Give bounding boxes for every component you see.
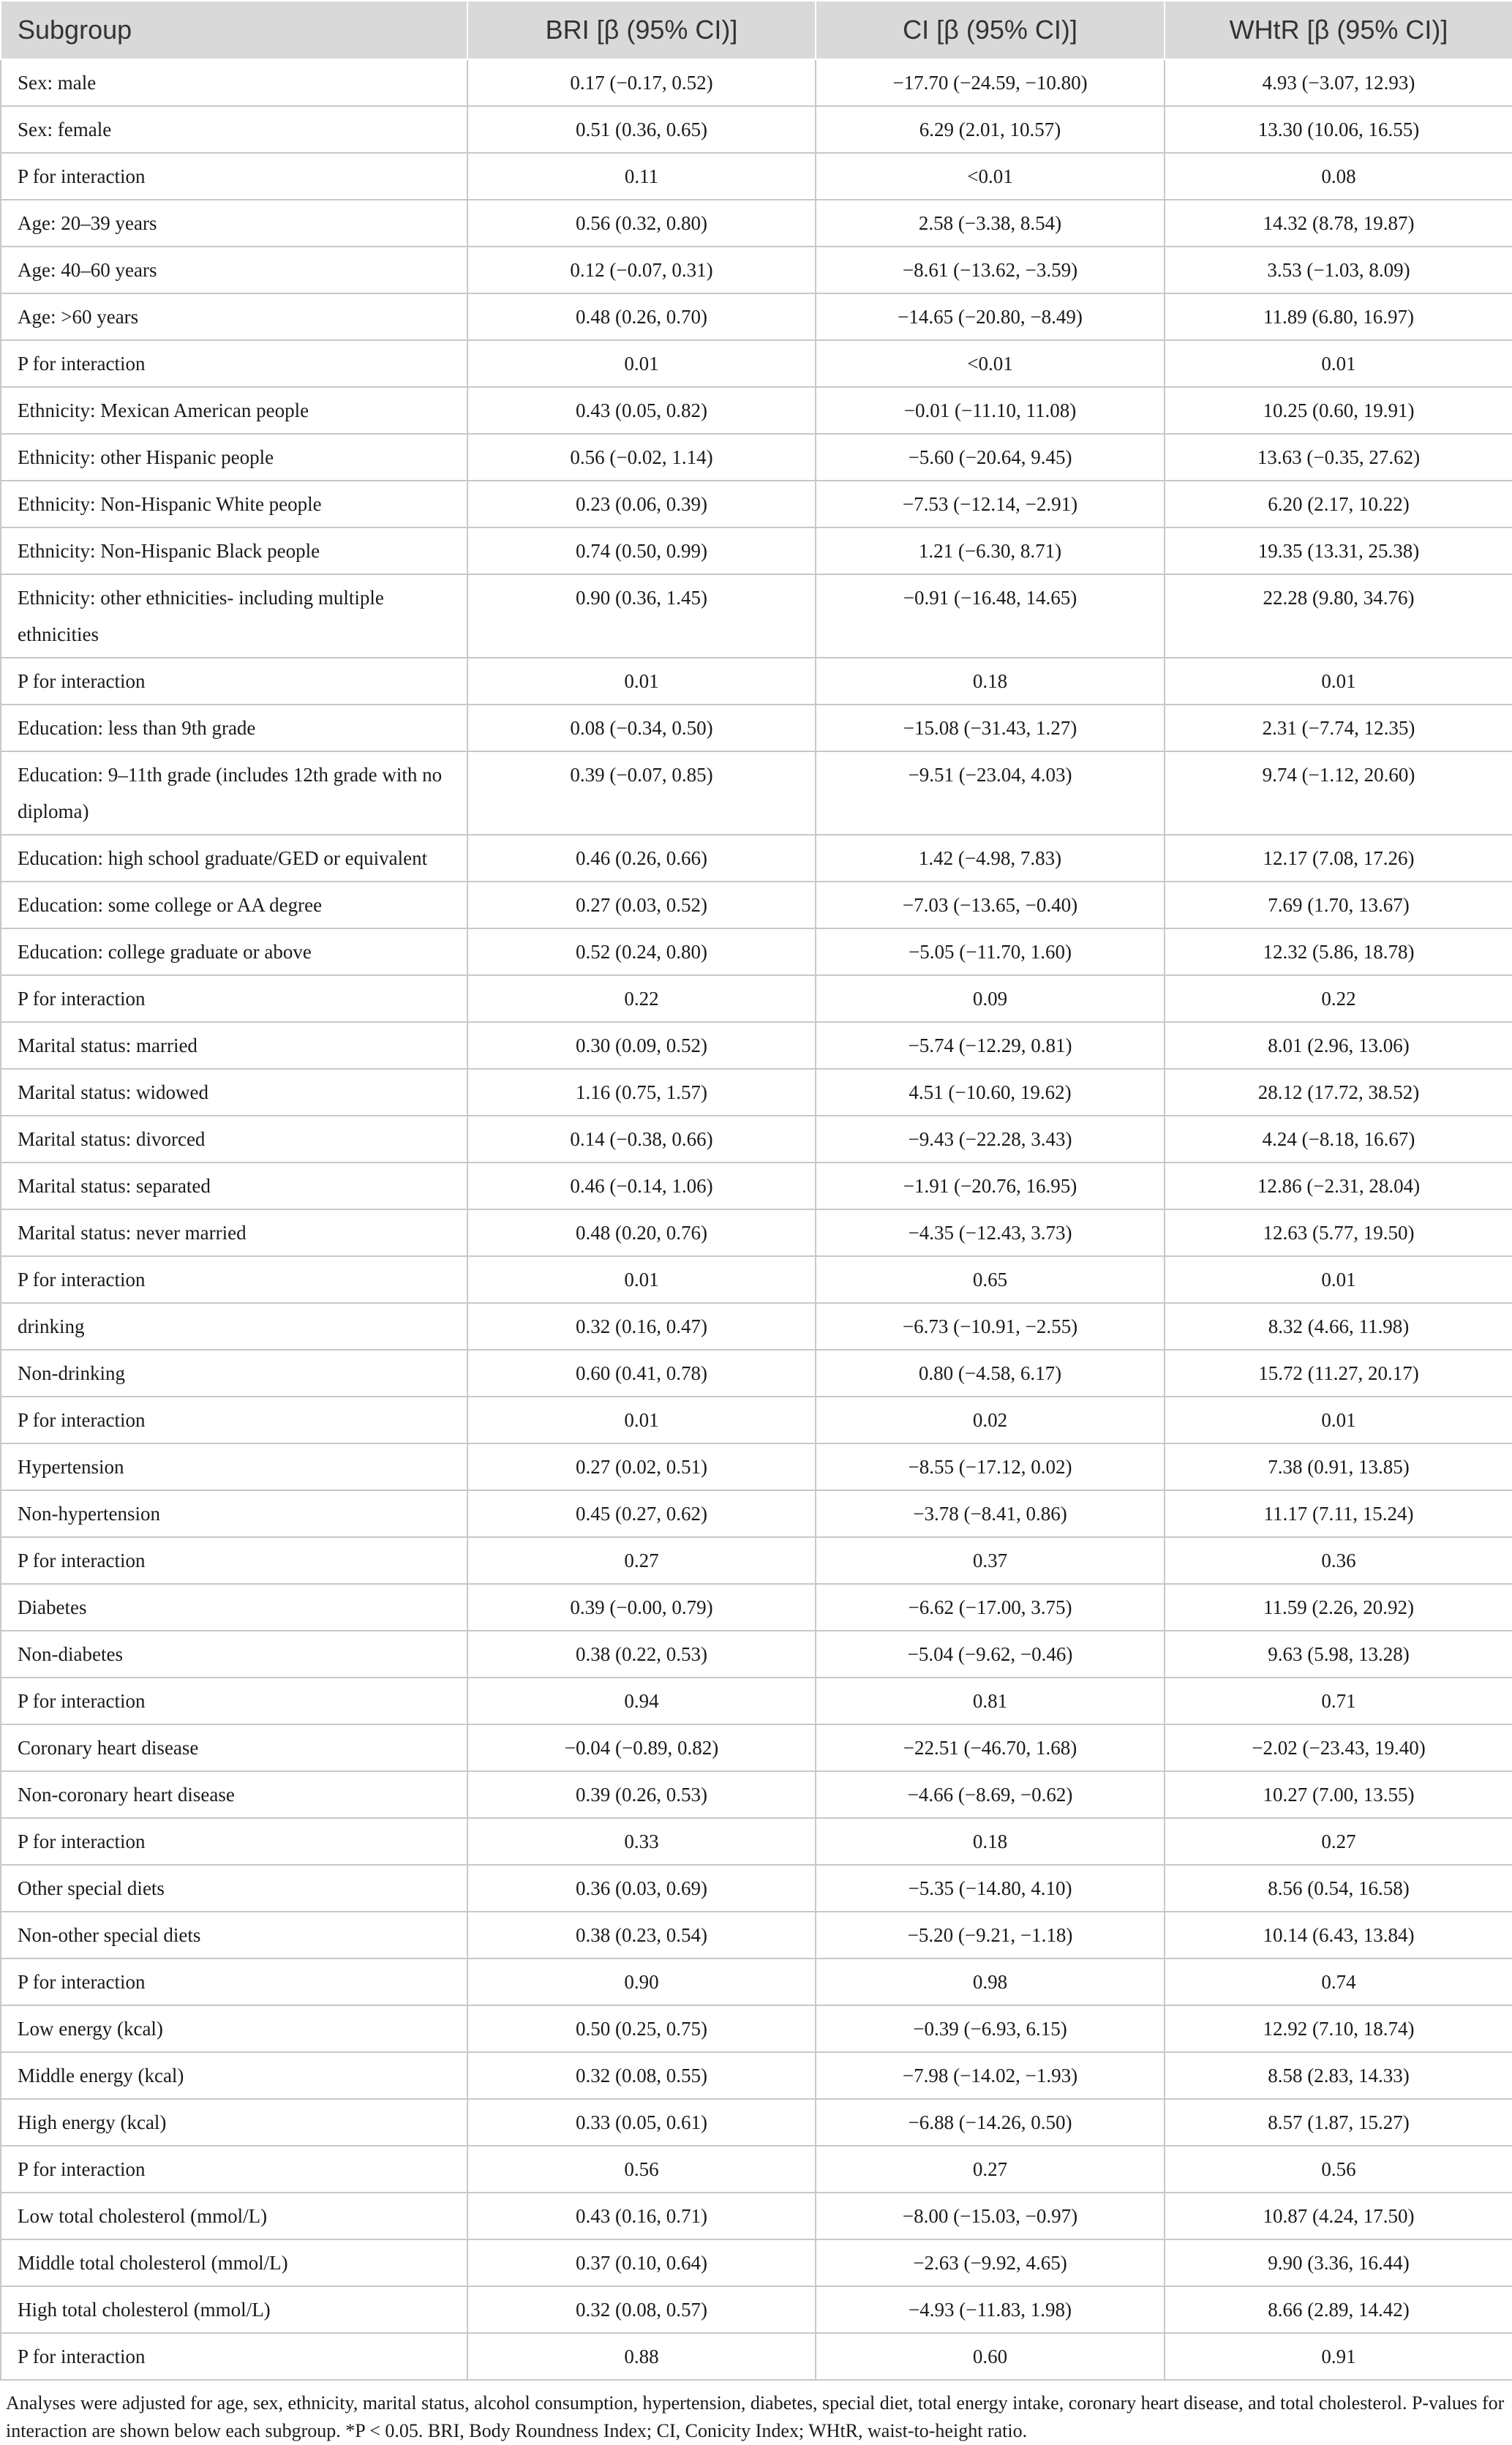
bri-cell: 0.38 (0.23, 0.54) bbox=[467, 1912, 816, 1958]
table-row bbox=[1, 928, 1512, 975]
whtr-cell: 6.20 (2.17, 10.22) bbox=[1165, 481, 1512, 527]
table-row bbox=[1, 1256, 1512, 1303]
subgroup-cell: Marital status: widowed bbox=[1, 1069, 467, 1116]
subgroup-cell: Ethnicity: other Hispanic people bbox=[1, 434, 467, 481]
table-row bbox=[1, 1350, 1512, 1397]
subgroup-cell: P for interaction bbox=[1, 1537, 467, 1584]
table-row bbox=[1, 153, 1512, 200]
whtr-cell: 8.01 (2.96, 13.06) bbox=[1165, 1022, 1512, 1069]
subgroup-cell: Non-other special diets bbox=[1, 1912, 467, 1958]
ci-cell: −8.61 (−13.62, −3.59) bbox=[816, 247, 1165, 293]
whtr-cell: 0.01 bbox=[1165, 1397, 1512, 1443]
bri-cell: −0.04 (−0.89, 0.82) bbox=[467, 1724, 816, 1771]
subgroup-cell: P for interaction bbox=[1, 1256, 467, 1303]
subgroup-cell: High total cholesterol (mmol/L) bbox=[1, 2286, 467, 2333]
whtr-cell: 9.74 (−1.12, 20.60) bbox=[1165, 751, 1512, 835]
bri-cell: 0.01 bbox=[467, 1256, 816, 1303]
subgroup-cell: Marital status: married bbox=[1, 1022, 467, 1069]
table-row bbox=[1, 1022, 1512, 1069]
whtr-cell: 22.28 (9.80, 34.76) bbox=[1165, 574, 1512, 658]
table-row bbox=[1, 1116, 1512, 1163]
table-row bbox=[1, 1209, 1512, 1256]
whtr-cell: 14.32 (8.78, 19.87) bbox=[1165, 200, 1512, 247]
table-row bbox=[1, 1303, 1512, 1350]
ci-cell: 0.37 bbox=[816, 1537, 1165, 1584]
bri-cell: 0.48 (0.20, 0.76) bbox=[467, 1209, 816, 1256]
subgroup-cell: Sex: female bbox=[1, 106, 467, 153]
subgroup-cell: P for interaction bbox=[1, 2146, 467, 2193]
table-row bbox=[1, 1397, 1512, 1443]
header-ci: CI [β (95% CI)] bbox=[816, 1, 1165, 59]
bri-cell: 0.37 (0.10, 0.64) bbox=[467, 2239, 816, 2286]
ci-cell: −2.63 (−9.92, 4.65) bbox=[816, 2239, 1165, 2286]
bri-cell: 0.46 (0.26, 0.66) bbox=[467, 835, 816, 882]
table-row bbox=[1, 1724, 1512, 1771]
whtr-cell: 10.87 (4.24, 17.50) bbox=[1165, 2193, 1512, 2239]
bri-cell: 0.01 bbox=[467, 1397, 816, 1443]
bri-cell: 0.17 (−0.17, 0.52) bbox=[467, 59, 816, 106]
ci-cell: <0.01 bbox=[816, 153, 1165, 200]
whtr-cell: 0.01 bbox=[1165, 1256, 1512, 1303]
bri-cell: 0.36 (0.03, 0.69) bbox=[467, 1865, 816, 1912]
whtr-cell: 4.24 (−8.18, 16.67) bbox=[1165, 1116, 1512, 1163]
whtr-cell: 7.38 (0.91, 13.85) bbox=[1165, 1443, 1512, 1490]
subgroup-cell: Non-coronary heart disease bbox=[1, 1771, 467, 1818]
whtr-cell: 11.89 (6.80, 16.97) bbox=[1165, 293, 1512, 340]
subgroup-cell: Middle energy (kcal) bbox=[1, 2052, 467, 2099]
whtr-cell: 0.08 bbox=[1165, 153, 1512, 200]
ci-cell: −5.20 (−9.21, −1.18) bbox=[816, 1912, 1165, 1958]
table-row bbox=[1, 1069, 1512, 1116]
ci-cell: −1.91 (−20.76, 16.95) bbox=[816, 1163, 1165, 1209]
subgroup-cell: Education: some college or AA degree bbox=[1, 882, 467, 928]
ci-cell: −3.78 (−8.41, 0.86) bbox=[816, 1490, 1165, 1537]
whtr-cell: 11.17 (7.11, 15.24) bbox=[1165, 1490, 1512, 1537]
bri-cell: 0.01 bbox=[467, 340, 816, 387]
whtr-cell: 13.63 (−0.35, 27.62) bbox=[1165, 434, 1512, 481]
table-row bbox=[1, 387, 1512, 434]
subgroup-cell: Marital status: never married bbox=[1, 1209, 467, 1256]
ci-cell: −9.51 (−23.04, 4.03) bbox=[816, 751, 1165, 835]
ci-cell: −5.60 (−20.64, 9.45) bbox=[816, 434, 1165, 481]
subgroup-cell: Marital status: divorced bbox=[1, 1116, 467, 1163]
bri-cell: 0.32 (0.08, 0.57) bbox=[467, 2286, 816, 2333]
whtr-cell: 10.27 (7.00, 13.55) bbox=[1165, 1771, 1512, 1818]
table-row bbox=[1, 658, 1512, 705]
whtr-cell: 0.22 bbox=[1165, 975, 1512, 1022]
whtr-cell: 19.35 (13.31, 25.38) bbox=[1165, 527, 1512, 574]
table-row bbox=[1, 527, 1512, 574]
whtr-cell: −2.02 (−23.43, 19.40) bbox=[1165, 1724, 1512, 1771]
table-row bbox=[1, 2052, 1512, 2099]
ci-cell: −0.91 (−16.48, 14.65) bbox=[816, 574, 1165, 658]
table-row bbox=[1, 705, 1512, 751]
ci-cell: 0.18 bbox=[816, 1818, 1165, 1865]
subgroup-cell: Hypertension bbox=[1, 1443, 467, 1490]
ci-cell: −0.01 (−11.10, 11.08) bbox=[816, 387, 1165, 434]
bri-cell: 0.90 (0.36, 1.45) bbox=[467, 574, 816, 658]
ci-cell: −5.04 (−9.62, −0.46) bbox=[816, 1631, 1165, 1678]
table-row bbox=[1, 2193, 1512, 2239]
whtr-cell: 15.72 (11.27, 20.17) bbox=[1165, 1350, 1512, 1397]
whtr-cell: 2.31 (−7.74, 12.35) bbox=[1165, 705, 1512, 751]
table-header bbox=[1, 1, 1512, 59]
subgroup-cell: P for interaction bbox=[1, 2333, 467, 2380]
subgroup-cell: P for interaction bbox=[1, 1397, 467, 1443]
bri-cell: 0.56 (−0.02, 1.14) bbox=[467, 434, 816, 481]
header-row bbox=[1, 1, 1512, 59]
table-row bbox=[1, 434, 1512, 481]
bri-cell: 0.39 (−0.00, 0.79) bbox=[467, 1584, 816, 1631]
bri-cell: 0.52 (0.24, 0.80) bbox=[467, 928, 816, 975]
table-row bbox=[1, 1443, 1512, 1490]
ci-cell: −4.66 (−8.69, −0.62) bbox=[816, 1771, 1165, 1818]
whtr-cell: 0.74 bbox=[1165, 1958, 1512, 2005]
whtr-cell: 3.53 (−1.03, 8.09) bbox=[1165, 247, 1512, 293]
bri-cell: 0.56 bbox=[467, 2146, 816, 2193]
subgroup-cell: Age: 20–39 years bbox=[1, 200, 467, 247]
table-row bbox=[1, 1490, 1512, 1537]
table-row bbox=[1, 2286, 1512, 2333]
ci-cell: <0.01 bbox=[816, 340, 1165, 387]
subgroup-cell: Education: college graduate or above bbox=[1, 928, 467, 975]
ci-cell: −4.35 (−12.43, 3.73) bbox=[816, 1209, 1165, 1256]
whtr-cell: 12.32 (5.86, 18.78) bbox=[1165, 928, 1512, 975]
whtr-cell: 12.63 (5.77, 19.50) bbox=[1165, 1209, 1512, 1256]
ci-cell: 1.42 (−4.98, 7.83) bbox=[816, 835, 1165, 882]
whtr-cell: 8.56 (0.54, 16.58) bbox=[1165, 1865, 1512, 1912]
ci-cell: −17.70 (−24.59, −10.80) bbox=[816, 59, 1165, 106]
subgroup-cell: Low total cholesterol (mmol/L) bbox=[1, 2193, 467, 2239]
whtr-cell: 10.14 (6.43, 13.84) bbox=[1165, 1912, 1512, 1958]
bri-cell: 0.23 (0.06, 0.39) bbox=[467, 481, 816, 527]
whtr-cell: 12.86 (−2.31, 28.04) bbox=[1165, 1163, 1512, 1209]
whtr-cell: 12.92 (7.10, 18.74) bbox=[1165, 2005, 1512, 2052]
subgroup-cell: Age: >60 years bbox=[1, 293, 467, 340]
table-row bbox=[1, 1537, 1512, 1584]
bri-cell: 0.74 (0.50, 0.99) bbox=[467, 527, 816, 574]
table-row bbox=[1, 882, 1512, 928]
subgroup-cell: P for interaction bbox=[1, 340, 467, 387]
subgroup-cell: Ethnicity: other ethnicities- including multiple ethnicities bbox=[1, 574, 467, 658]
table-footnote: Analyses were adjusted for age, sex, ethnicity, marital status, alcohol consumption, hypertension, diabetes, special diet, total energy intake, coronary heart disease, and total cholesterol. P-values for interaction are shown below each subgroup. *P < 0.05. BRI, Body Roundness Index; CI, Conicity Index; WHtR, waist-to-height ratio. bbox=[6, 2392, 1505, 2441]
whtr-cell: 11.59 (2.26, 20.92) bbox=[1165, 1584, 1512, 1631]
ci-cell: 0.80 (−4.58, 6.17) bbox=[816, 1350, 1165, 1397]
whtr-cell: 8.32 (4.66, 11.98) bbox=[1165, 1303, 1512, 1350]
ci-cell: 0.98 bbox=[816, 1958, 1165, 2005]
header-bri: BRI [β (95% CI)] bbox=[467, 1, 816, 59]
ci-cell: −22.51 (−46.70, 1.68) bbox=[816, 1724, 1165, 1771]
table-row bbox=[1, 340, 1512, 387]
table-row bbox=[1, 1958, 1512, 2005]
ci-cell: 0.18 bbox=[816, 658, 1165, 705]
bri-cell: 0.33 (0.05, 0.61) bbox=[467, 2099, 816, 2146]
ci-cell: −9.43 (−22.28, 3.43) bbox=[816, 1116, 1165, 1163]
table-row bbox=[1, 1818, 1512, 1865]
table-row bbox=[1, 200, 1512, 247]
ci-cell: 0.65 bbox=[816, 1256, 1165, 1303]
bri-cell: 0.39 (0.26, 0.53) bbox=[467, 1771, 816, 1818]
subgroup-cell: Coronary heart disease bbox=[1, 1724, 467, 1771]
table-row bbox=[1, 59, 1512, 106]
whtr-cell: 7.69 (1.70, 13.67) bbox=[1165, 882, 1512, 928]
ci-cell: 0.02 bbox=[816, 1397, 1165, 1443]
bri-cell: 0.88 bbox=[467, 2333, 816, 2380]
subgroup-cell: Age: 40–60 years bbox=[1, 247, 467, 293]
ci-cell: −5.74 (−12.29, 0.81) bbox=[816, 1022, 1165, 1069]
bri-cell: 0.39 (−0.07, 0.85) bbox=[467, 751, 816, 835]
table-row bbox=[1, 293, 1512, 340]
bri-cell: 0.60 (0.41, 0.78) bbox=[467, 1350, 816, 1397]
bri-cell: 0.45 (0.27, 0.62) bbox=[467, 1490, 816, 1537]
subgroup-cell: P for interaction bbox=[1, 658, 467, 705]
ci-cell: −6.62 (−17.00, 3.75) bbox=[816, 1584, 1165, 1631]
bri-cell: 0.33 bbox=[467, 1818, 816, 1865]
subgroup-cell: Middle total cholesterol (mmol/L) bbox=[1, 2239, 467, 2286]
table-row bbox=[1, 1163, 1512, 1209]
ci-cell: 6.29 (2.01, 10.57) bbox=[816, 106, 1165, 153]
bri-cell: 0.22 bbox=[467, 975, 816, 1022]
header-whtr: WHtR [β (95% CI)] bbox=[1165, 1, 1512, 59]
whtr-cell: 12.17 (7.08, 17.26) bbox=[1165, 835, 1512, 882]
bri-cell: 0.27 bbox=[467, 1537, 816, 1584]
subgroup-cell: Education: high school graduate/GED or equivalent bbox=[1, 835, 467, 882]
table-row bbox=[1, 2099, 1512, 2146]
subgroup-cell: Education: 9–11th grade (includes 12th grade with no diploma) bbox=[1, 751, 467, 835]
whtr-cell: 0.91 bbox=[1165, 2333, 1512, 2380]
subgroup-cell: Non-drinking bbox=[1, 1350, 467, 1397]
ci-cell: −6.88 (−14.26, 0.50) bbox=[816, 2099, 1165, 2146]
table-row bbox=[1, 1678, 1512, 1724]
subgroup-cell: Non-diabetes bbox=[1, 1631, 467, 1678]
ci-cell: 4.51 (−10.60, 19.62) bbox=[816, 1069, 1165, 1116]
subgroup-cell: Non-hypertension bbox=[1, 1490, 467, 1537]
subgroup-cell: Ethnicity: Mexican American people bbox=[1, 387, 467, 434]
bri-cell: 0.56 (0.32, 0.80) bbox=[467, 200, 816, 247]
bri-cell: 0.43 (0.16, 0.71) bbox=[467, 2193, 816, 2239]
ci-cell: −15.08 (−31.43, 1.27) bbox=[816, 705, 1165, 751]
table-row bbox=[1, 2005, 1512, 2052]
ci-cell: −14.65 (−20.80, −8.49) bbox=[816, 293, 1165, 340]
whtr-cell: 9.90 (3.36, 16.44) bbox=[1165, 2239, 1512, 2286]
table-row bbox=[1, 975, 1512, 1022]
subgroup-cell: Ethnicity: Non-Hispanic Black people bbox=[1, 527, 467, 574]
ci-cell: −7.53 (−12.14, −2.91) bbox=[816, 481, 1165, 527]
bri-cell: 0.38 (0.22, 0.53) bbox=[467, 1631, 816, 1678]
ci-cell: 2.58 (−3.38, 8.54) bbox=[816, 200, 1165, 247]
bri-cell: 0.12 (−0.07, 0.31) bbox=[467, 247, 816, 293]
ci-cell: −7.03 (−13.65, −0.40) bbox=[816, 882, 1165, 928]
bri-cell: 0.48 (0.26, 0.70) bbox=[467, 293, 816, 340]
bri-cell: 0.43 (0.05, 0.82) bbox=[467, 387, 816, 434]
subgroup-cell: Low energy (kcal) bbox=[1, 2005, 467, 2052]
table-body bbox=[1, 59, 1512, 2380]
ci-cell: −6.73 (−10.91, −2.55) bbox=[816, 1303, 1165, 1350]
whtr-cell: 13.30 (10.06, 16.55) bbox=[1165, 106, 1512, 153]
bri-cell: 0.94 bbox=[467, 1678, 816, 1724]
whtr-cell: 8.57 (1.87, 15.27) bbox=[1165, 2099, 1512, 2146]
subgroup-cell: P for interaction bbox=[1, 1678, 467, 1724]
subgroup-cell: drinking bbox=[1, 1303, 467, 1350]
whtr-cell: 9.63 (5.98, 13.28) bbox=[1165, 1631, 1512, 1678]
whtr-cell: 0.01 bbox=[1165, 658, 1512, 705]
whtr-cell: 10.25 (0.60, 19.91) bbox=[1165, 387, 1512, 434]
whtr-cell: 0.56 bbox=[1165, 2146, 1512, 2193]
ci-cell: −0.39 (−6.93, 6.15) bbox=[816, 2005, 1165, 2052]
table-row bbox=[1, 1584, 1512, 1631]
whtr-cell: 0.01 bbox=[1165, 340, 1512, 387]
table-row bbox=[1, 1771, 1512, 1818]
ci-cell: 0.60 bbox=[816, 2333, 1165, 2380]
subgroup-cell: Other special diets bbox=[1, 1865, 467, 1912]
whtr-cell: 0.27 bbox=[1165, 1818, 1512, 1865]
bri-cell: 0.11 bbox=[467, 153, 816, 200]
subgroup-cell: P for interaction bbox=[1, 153, 467, 200]
whtr-cell: 8.58 (2.83, 14.33) bbox=[1165, 2052, 1512, 2099]
table-row bbox=[1, 1865, 1512, 1912]
subgroup-cell: Education: less than 9th grade bbox=[1, 705, 467, 751]
table-row bbox=[1, 481, 1512, 527]
table-row bbox=[1, 2239, 1512, 2286]
table-row bbox=[1, 835, 1512, 882]
bri-cell: 0.51 (0.36, 0.65) bbox=[467, 106, 816, 153]
ci-cell: 0.09 bbox=[816, 975, 1165, 1022]
subgroup-cell: Ethnicity: Non-Hispanic White people bbox=[1, 481, 467, 527]
bri-cell: 0.08 (−0.34, 0.50) bbox=[467, 705, 816, 751]
bri-cell: 0.32 (0.16, 0.47) bbox=[467, 1303, 816, 1350]
table-row bbox=[1, 247, 1512, 293]
bri-cell: 0.27 (0.03, 0.52) bbox=[467, 882, 816, 928]
whtr-cell: 0.36 bbox=[1165, 1537, 1512, 1584]
bri-cell: 0.50 (0.25, 0.75) bbox=[467, 2005, 816, 2052]
bri-cell: 0.46 (−0.14, 1.06) bbox=[467, 1163, 816, 1209]
subgroup-cell: Marital status: separated bbox=[1, 1163, 467, 1209]
ci-cell: 1.21 (−6.30, 8.71) bbox=[816, 527, 1165, 574]
subgroup-cell: P for interaction bbox=[1, 1818, 467, 1865]
table-row bbox=[1, 751, 1512, 835]
subgroup-cell: P for interaction bbox=[1, 1958, 467, 2005]
subgroup-cell: Sex: male bbox=[1, 59, 467, 106]
whtr-cell: 4.93 (−3.07, 12.93) bbox=[1165, 59, 1512, 106]
subgroup-cell: High energy (kcal) bbox=[1, 2099, 467, 2146]
ci-cell: −5.35 (−14.80, 4.10) bbox=[816, 1865, 1165, 1912]
subgroup-cell: Diabetes bbox=[1, 1584, 467, 1631]
ci-cell: 0.27 bbox=[816, 2146, 1165, 2193]
ci-cell: −8.55 (−17.12, 0.02) bbox=[816, 1443, 1165, 1490]
table-row bbox=[1, 574, 1512, 658]
table-row bbox=[1, 2146, 1512, 2193]
bri-cell: 0.32 (0.08, 0.55) bbox=[467, 2052, 816, 2099]
table-row bbox=[1, 2333, 1512, 2380]
whtr-cell: 0.71 bbox=[1165, 1678, 1512, 1724]
ci-cell: −8.00 (−15.03, −0.97) bbox=[816, 2193, 1165, 2239]
subgroup-cell: P for interaction bbox=[1, 975, 467, 1022]
table-row bbox=[1, 1631, 1512, 1678]
ci-cell: −7.98 (−14.02, −1.93) bbox=[816, 2052, 1165, 2099]
ci-cell: 0.81 bbox=[816, 1678, 1165, 1724]
bri-cell: 0.14 (−0.38, 0.66) bbox=[467, 1116, 816, 1163]
bri-cell: 1.16 (0.75, 1.57) bbox=[467, 1069, 816, 1116]
bri-cell: 0.30 (0.09, 0.52) bbox=[467, 1022, 816, 1069]
bri-cell: 0.27 (0.02, 0.51) bbox=[467, 1443, 816, 1490]
whtr-cell: 28.12 (17.72, 38.52) bbox=[1165, 1069, 1512, 1116]
table-row bbox=[1, 1912, 1512, 1958]
ci-cell: −5.05 (−11.70, 1.60) bbox=[816, 928, 1165, 975]
ci-cell: −4.93 (−11.83, 1.98) bbox=[816, 2286, 1165, 2333]
bri-cell: 0.90 bbox=[467, 1958, 816, 2005]
bri-cell: 0.01 bbox=[467, 658, 816, 705]
header-subgroup: Subgroup bbox=[1, 1, 467, 59]
whtr-cell: 8.66 (2.89, 14.42) bbox=[1165, 2286, 1512, 2333]
table-row bbox=[1, 106, 1512, 153]
